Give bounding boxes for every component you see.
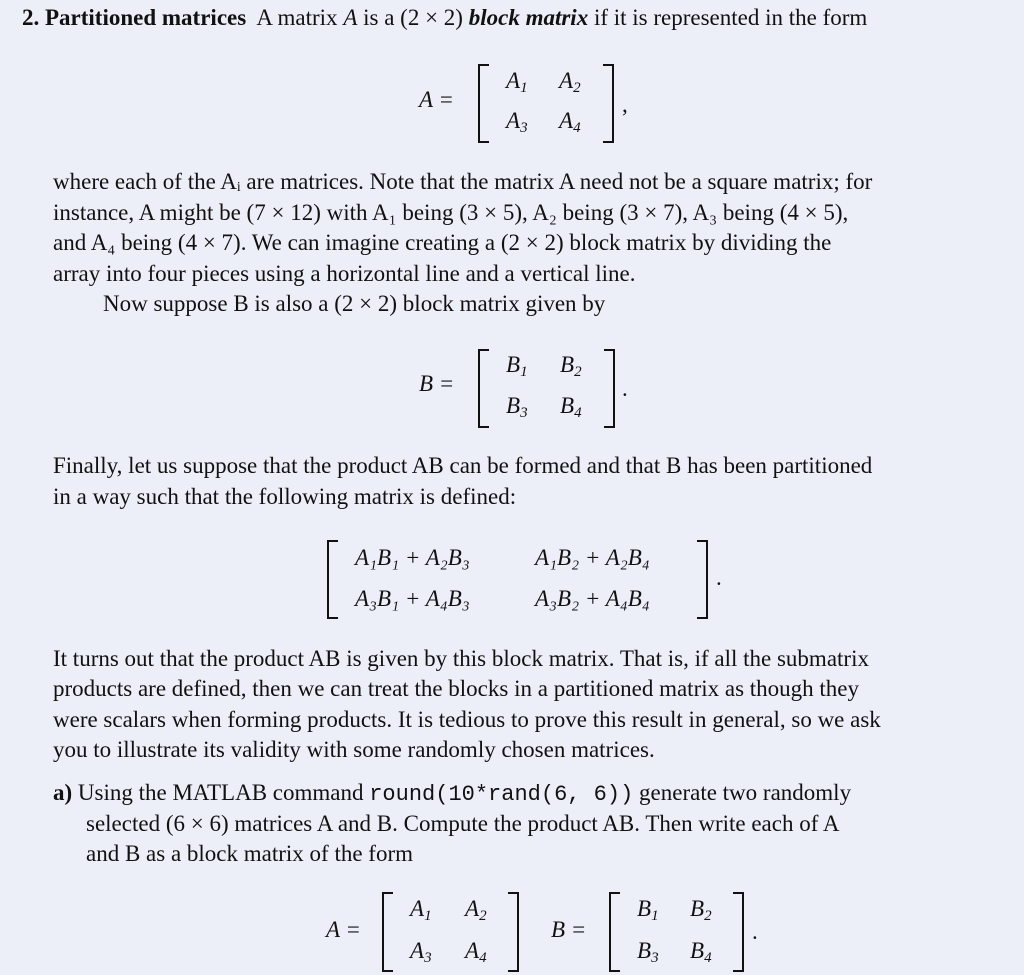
para3-line1: It turns out that the product AB is given by this block matrix. That is, if all the submatrix <box>53 646 869 671</box>
final-a-cell-2: $A_2$ <box>465 896 487 924</box>
right-bracket <box>697 540 708 619</box>
prod-r2c1: A₃B₁ + A₄B₃ <box>355 586 470 611</box>
eq-a-cell-4: $A_4$ <box>559 108 581 136</box>
prod-r1c1: A₁B₁ + A₂B₃ <box>355 545 470 570</box>
final-b-cell-2: $B_2$ <box>690 896 712 924</box>
final-lhs-b: B = <box>551 917 587 942</box>
right-bracket <box>604 349 615 428</box>
heading-var-a: A <box>343 5 358 30</box>
eq-b-cell-1: $B_1$ <box>506 352 528 380</box>
para3-line4: you to illustrate its validity with some randomly chosen matrices. <box>53 737 655 762</box>
right-bracket <box>508 892 519 972</box>
left-bracket <box>609 892 620 972</box>
problem-heading <box>22 4 867 32</box>
part-a-text2: generate two randomly <box>639 780 852 805</box>
left-bracket <box>327 540 338 619</box>
final-b-cell-4: $B_4$ <box>690 938 712 966</box>
eq-a-cell-2: $A_2$ <box>559 68 581 96</box>
block-matrix-term: block matrix <box>468 5 589 30</box>
para2-line1: Finally, let us suppose that the product AB can be formed and that B has been partitioned <box>53 453 873 478</box>
eq-a-lhs: A = <box>419 87 454 112</box>
eq-b-period: . <box>622 376 628 401</box>
para1-line5: Now suppose B is also a (2 × 2) block matrix given by <box>103 291 606 316</box>
part-a-text1: Using the MATLAB command <box>77 780 364 805</box>
heading-text-a: A matrix <box>256 5 338 30</box>
problem-number: 2. <box>22 5 40 30</box>
final-b-cell-1: $B_1$ <box>637 896 659 924</box>
problem-title: Partitioned matrices <box>45 5 247 30</box>
prod-r2c2: A₃B₂ + A₄B₄ <box>535 586 650 611</box>
prod-r1c2: A₁B₂ + A₂B₄ <box>535 545 650 570</box>
final-period: . <box>752 919 758 944</box>
part-a-line1 <box>53 779 851 809</box>
para2-line2: in a way such that the following matrix is defined: <box>53 484 517 509</box>
heading-text-c: if it is represented in the form <box>593 5 868 30</box>
eq-a-comma: , <box>622 92 628 117</box>
prod-period: . <box>716 565 722 590</box>
eq-a-cell-1: $A_1$ <box>506 68 528 96</box>
para3-line3: were scalars when forming products. It is tedious to prove this result in general, so we ask <box>53 707 881 732</box>
right-bracket <box>603 64 614 143</box>
para1-line1: where each of the Aᵢ are matrices. Note that the matrix A need not be a square matrix; for <box>53 169 873 194</box>
left-bracket <box>478 64 489 143</box>
para3-line2: products are defined, then we can treat the blocks in a partitioned matrix as though they <box>53 676 860 701</box>
eq-b-lhs: B = <box>419 371 455 396</box>
part-a-line3: and B as a block matrix of the form <box>86 841 414 866</box>
final-lhs-a: A = <box>326 917 361 942</box>
final-a-cell-1: $A_1$ <box>410 896 432 924</box>
eq-b-cell-3: $B_3$ <box>506 393 528 421</box>
left-bracket <box>382 892 393 972</box>
matlab-command: round(10*rand(6, 6)) <box>369 782 634 807</box>
part-a-line2: selected (6 × 6) matrices A and B. Compute the product AB. Then write each of A <box>86 811 840 836</box>
final-a-cell-3: $A_3$ <box>410 938 432 966</box>
eq-a-cell-3: $A_3$ <box>506 108 528 136</box>
part-a-label: a) <box>53 780 73 805</box>
left-bracket <box>478 349 489 428</box>
para1-line3: and A₄ being (4 × 7). We can imagine creating a (2 × 2) block matrix by dividing the <box>53 230 832 255</box>
eq-b-cell-4: $B_4$ <box>560 393 582 421</box>
heading-text-b: is a (2 × 2) <box>363 5 463 30</box>
right-bracket <box>733 892 744 972</box>
final-a-cell-4: $A_4$ <box>465 938 487 966</box>
final-b-cell-3: $B_3$ <box>637 938 659 966</box>
para1-line2: instance, A might be (7 × 12) with A₁ being (3 × 5), A₂ being (3 × 7), A₃ being (4 × 5), <box>53 200 849 225</box>
eq-b-cell-2: $B_2$ <box>560 352 582 380</box>
para1-line4: array into four pieces using a horizontal line and a vertical line. <box>53 261 636 286</box>
